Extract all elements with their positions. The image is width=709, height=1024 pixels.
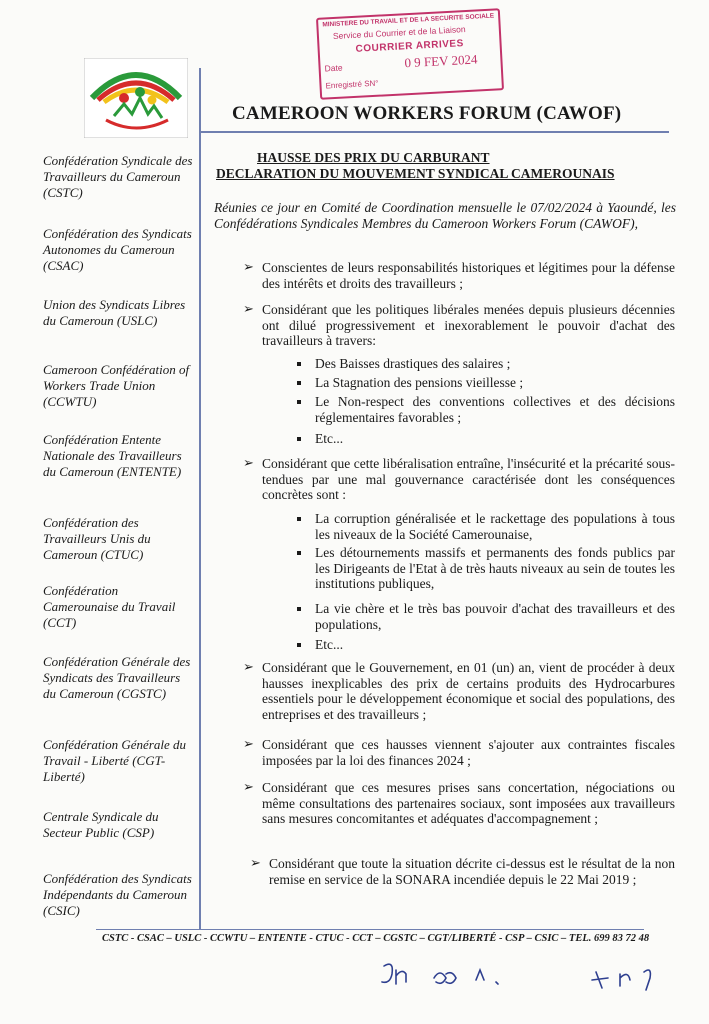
list-item: La Stagnation des pensions vieillesse ; — [315, 375, 524, 390]
arrow-bullet-icon: ➢ — [243, 456, 254, 471]
list-item: Etc... — [315, 431, 344, 446]
heading-declaration: DECLARATION DU MOUVEMENT SYNDICAL CAMEROUNAIS — [216, 166, 615, 181]
stamp-ministry: MINISTERE DU TRAVAIL ET DE LA SECURITE SOCIALE — [322, 12, 495, 29]
intro-paragraph: Réunies ce jour en Comité de Coordination mensuelle le 07/02/2024 à Yaoundé, les Confédérations Syndicales Membres du Cameroon Workers Forum (CAWOF), — [214, 200, 676, 231]
list-item: Les détournements massifs et permanents des fonds publics par les Dirigeants de l'Etat à de très hauts niveaux au sein de toutes les institutions publiques, — [315, 545, 675, 592]
sidebar-item-cstc: Confédération Syndicale des Travailleurs du Cameroun (CSTC) — [43, 153, 193, 200]
point-politiques-liberales: Considérant que les politiques libérales menées depuis plusieurs décennies ont dilué progressivement et inexorablement le pouvoir d'achat des travailleurs à travers: — [262, 302, 675, 349]
header-divider — [199, 131, 669, 133]
square-bullet-icon — [297, 607, 301, 611]
square-bullet-icon — [297, 551, 301, 555]
vertical-divider — [199, 68, 201, 930]
point-liberalisation: Considérant que cette libéralisation entraîne, l'insécurité et la précarité sous-tendues par une mal gouvernance caractérisée dont les conséquences concrètes sont : — [262, 456, 675, 503]
stamp-courrier: COURRIER ARRIVES — [355, 38, 465, 55]
sidebar-item-cgt-liberte: Confédération Générale du Travail - Liberté (CGT-Liberté) — [43, 737, 186, 784]
point-hausses: Considérant que ces hausses viennent s'ajouter aux contraintes fiscales imposées par la loi des finances 2024 ; — [262, 737, 675, 768]
heading-hausse: HAUSSE DES PRIX DU CARBURANT — [257, 150, 490, 165]
arrow-bullet-icon: ➢ — [250, 856, 261, 871]
stamp-service: Service du Courrier et de la Liaison — [332, 24, 466, 42]
square-bullet-icon — [297, 643, 301, 647]
page-title: CAMEROON WORKERS FORUM (CAWOF) — [232, 103, 622, 124]
square-bullet-icon — [297, 400, 301, 404]
point-mesures: Considérant que ces mesures prises sans concertation, négociations ou même consultations des partenaires sociaux, sont imposées aux travailleurs sans mesures concomitantes et adéquates d'accompagnement ; — [262, 780, 675, 827]
sidebar-item-entente: Confédération Entente Nationale des Travailleurs du Cameroun (ENTENTE) — [43, 432, 182, 479]
list-item: La vie chère et le très bas pouvoir d'achat des travailleurs et des populations, — [315, 601, 675, 632]
point-responsabilites: Conscientes de leurs responsabilités historiques et légitimes pour la défense des intérêts et droits des travailleurs ; — [262, 260, 675, 291]
stamp-registered: Enregistré SN° — [325, 78, 379, 91]
square-bullet-icon — [297, 517, 301, 521]
arrow-bullet-icon: ➢ — [243, 737, 254, 752]
arrow-bullet-icon: ➢ — [243, 780, 254, 795]
sidebar-item-cct: Confédération Camerounaise du Travail (CCT) — [43, 583, 176, 630]
sidebar-item-ctuc: Confédération des Travailleurs Unis du Cameroun (CTUC) — [43, 515, 151, 562]
list-item: Des Baisses drastiques des salaires ; — [315, 356, 511, 371]
stamp-date-value: 0 9 FEV 2024 — [404, 51, 478, 71]
sidebar-item-ccwtu: Cameroon Confédération of Workers Trade Union (CCWTU) — [43, 362, 190, 409]
square-bullet-icon — [297, 381, 301, 385]
point-sonara: Considérant que toute la situation décrite ci-dessus est le résultat de la non remise en service de la SONARA incendiée depuis le 22 Mai 2019 ; — [269, 856, 675, 887]
footer-acronyms: CSTC - CSAC – USLC - CCWTU – ENTENTE - CTUC - CCT – CGSTC – CGT/LIBERTÉ - CSP – CSIC – TEL. 699 83 72 48 — [102, 933, 650, 944]
square-bullet-icon — [297, 362, 301, 366]
footer-divider — [96, 929, 644, 930]
arrow-bullet-icon: ➢ — [243, 302, 254, 317]
received-stamp — [316, 8, 504, 100]
sidebar-item-csp: Centrale Syndicale du Secteur Public (CSP) — [43, 809, 159, 840]
arrow-bullet-icon: ➢ — [243, 260, 254, 275]
sidebar-item-uslc: Union des Syndicats Libres du Cameroun (USLC) — [43, 297, 186, 328]
list-item: Etc... — [315, 637, 344, 652]
sidebar-item-csac: Confédération des Syndicats Autonomes du Cameroun (CSAC) — [43, 226, 192, 273]
list-item: Le Non-respect des conventions collectives et des décisions réglementaires favorables ; — [315, 394, 675, 425]
sidebar-item-csic: Confédération des Syndicats Indépendants du Cameroun (CSIC) — [43, 871, 192, 918]
handwritten-initials — [380, 958, 680, 998]
square-bullet-icon — [297, 437, 301, 441]
sidebar-item-cgstc: Confédération Générale des Syndicats des Travailleurs du Cameroun (CGSTC) — [43, 654, 191, 701]
cawof-logo — [84, 58, 188, 138]
arrow-bullet-icon: ➢ — [243, 660, 254, 675]
point-gouvernement: Considérant que le Gouvernement, en 01 (un) an, vient de procéder à deux hausses inexplicables des prix de certains produits des Hydrocarbures essentiels pour le développement économique et social des populations, des entreprises et des travailleurs ; — [262, 660, 675, 722]
stamp-date-label: Date — [324, 62, 343, 74]
list-item: La corruption généralisée et le rackettage des populations à tous les niveaux de la Société Camerounaise, — [315, 511, 675, 542]
